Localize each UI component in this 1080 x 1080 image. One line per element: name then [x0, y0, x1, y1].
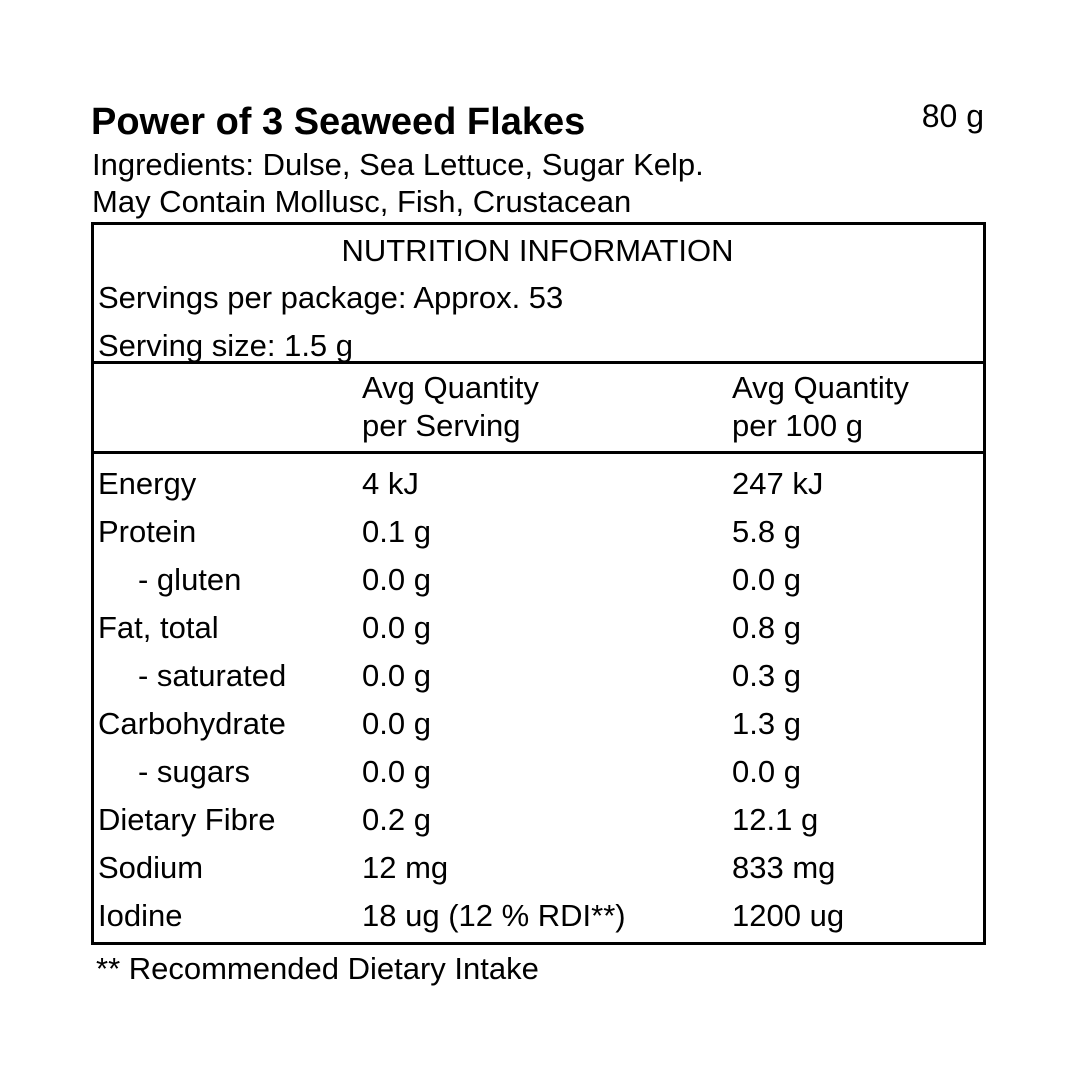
nutrient-per-100g: 5.8 g: [732, 514, 801, 549]
nutrient-per-100g: 247 kJ: [732, 466, 824, 501]
servings-per-package: Servings per package: Approx. 53: [98, 280, 564, 315]
column-header-per-serving: [362, 369, 539, 445]
nutrient-name: - gluten: [138, 562, 242, 597]
nutrient-row-carbohydrate: [94, 700, 983, 748]
nutrient-per-100g: 0.3 g: [732, 658, 801, 693]
column-header-per-100g: [732, 369, 909, 445]
nutrient-row-sodium: [94, 844, 983, 892]
nutrition-panel: [91, 222, 986, 945]
nutrient-per-100g: 12.1 g: [732, 802, 819, 837]
nutrient-per-serving: 0.2 g: [362, 802, 431, 837]
column-header-per-100g-line1: Avg Quantity: [732, 370, 909, 405]
nutrient-name: - sugars: [138, 754, 250, 789]
nutrient-per-100g: 833 mg: [732, 850, 836, 885]
nutrition-heading: NUTRITION INFORMATION: [341, 233, 734, 268]
nutrient-per-serving: 0.0 g: [362, 658, 431, 693]
nutrient-row-energy: [94, 460, 983, 508]
serving-size: Serving size: 1.5 g: [98, 328, 354, 363]
nutrient-name: Carbohydrate: [98, 706, 286, 741]
nutrient-name: Fat, total: [98, 610, 219, 645]
nutrition-panel-header: [94, 225, 983, 364]
column-header-per-100g-line2: per 100 g: [732, 408, 863, 443]
nutrient-row-gluten: [94, 556, 983, 604]
nutrition-label: [91, 96, 986, 989]
nutrient-per-100g: 0.0 g: [732, 562, 801, 597]
nutrient-name: Iodine: [98, 898, 183, 933]
column-header-row: [94, 364, 983, 454]
nutrient-per-serving: 0.0 g: [362, 610, 431, 645]
column-header-per-serving-line2: per Serving: [362, 408, 521, 443]
nutrient-per-100g: 1.3 g: [732, 706, 801, 741]
allergen-statement: May Contain Mollusc, Fish, Crustacean: [92, 184, 632, 219]
nutrient-per-serving: 18 ug (12 % RDI**): [362, 898, 626, 933]
nutrient-name: - saturated: [138, 658, 287, 693]
nutrient-name: Sodium: [98, 850, 204, 885]
nutrient-name: Energy: [98, 466, 197, 501]
nutrient-per-serving: 0.0 g: [362, 754, 431, 789]
nutrient-per-serving: 12 mg: [362, 850, 449, 885]
nutrient-per-100g: 1200 ug: [732, 898, 845, 933]
nutrient-per-100g: 0.0 g: [732, 754, 801, 789]
product-title: Power of 3 Seaweed Flakes: [91, 101, 586, 143]
nutrient-name: Protein: [98, 514, 197, 549]
title-row: [91, 96, 986, 146]
nutrient-per-serving: 0.0 g: [362, 562, 431, 597]
column-header-per-serving-line1: Avg Quantity: [362, 370, 539, 405]
nutrient-per-100g: 0.8 g: [732, 610, 801, 645]
rdi-footnote: ** Recommended Dietary Intake: [96, 951, 539, 986]
nutrient-row-fat-total: [94, 604, 983, 652]
nutrient-per-serving: 0.1 g: [362, 514, 431, 549]
nutrient-row-dietary-fibre: [94, 796, 983, 844]
net-weight: 80 g: [921, 98, 984, 134]
nutrient-row-sugars: [94, 748, 983, 796]
nutrient-per-serving: 4 kJ: [362, 466, 419, 501]
nutrient-per-serving: 0.0 g: [362, 706, 431, 741]
nutrient-row-saturated: [94, 652, 983, 700]
nutrient-row-iodine: [94, 892, 983, 940]
nutrient-name: Dietary Fibre: [98, 802, 276, 837]
ingredients-text: Ingredients: Dulse, Sea Lettuce, Sugar Kelp.: [92, 147, 704, 182]
nutrient-rows: [94, 454, 983, 942]
nutrient-row-protein: [94, 508, 983, 556]
